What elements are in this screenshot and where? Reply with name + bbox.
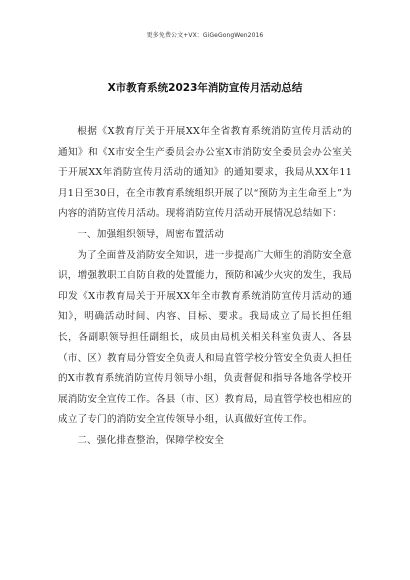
- header-note: 更多免费公文+VX：GiGeGongWen2016: [146, 32, 264, 39]
- document-title: X市教育系统2023年消防宣传月活动总结: [107, 82, 303, 94]
- section-heading-2: 二、强化排查整治，保障学校安全: [77, 434, 225, 446]
- paragraph-section-1: 为了全面普及消防安全知识，进一步提高广大师生的消防安全意识，增强教职工自防自救的处置能力，预防和减少火灾的发生，我局印发《X市教育局关于开展XX年全市教育系统消防宣传月活动的通知》，明确活动时间、内容、目标、要求。我局成立了局长担任组长，各副职领导担任副组长，成员由局机关相关科室负责人、各县（市、区）教育局分管安全负责人和局直管学校分管安全负责人担任的X市教育系统消防宣传月领导小组，负责督促和指导各地各学校开展消防安全宣传工作。各县（市、区）教育局，局直管学校也相应的成立了专门的消防安全宣传领导小组，认真做好宣传工作。: [58, 249, 352, 426]
- paragraph-intro: 根据《X教育厅关于开展XX年全省教育系统消防宣传月活动的通知》和《X市安全生产委员会办公室X市消防安全委员会办公室关于开展XX年消防宣传月活动的通知》的通知要求，我局从XX年11月1日至30日，在全市教育系统组织开展了以“预防为主生命至上”为内容的消防宣传月活动。现将消防宣传月活动开展情况总结如下：: [58, 126, 352, 220]
- section-heading-1: 一、加强组织领导，周密布置活动: [77, 228, 225, 240]
- document-body: [58, 122, 352, 452]
